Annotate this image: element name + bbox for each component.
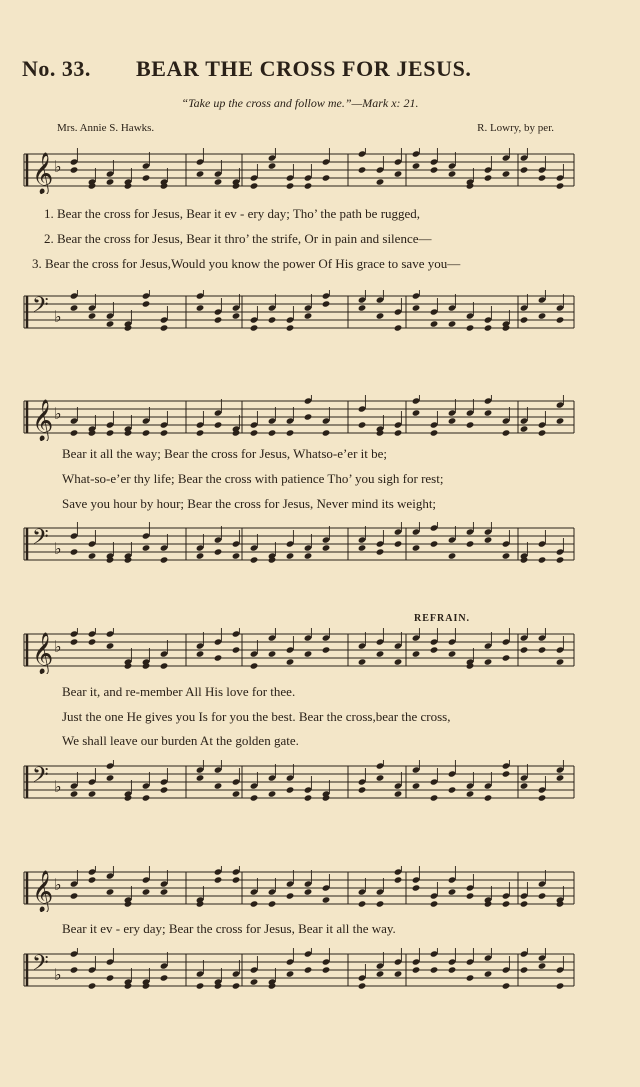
- lyric-line: What-so-e’er thy life; Bear the cross with patience Tho’ you sigh for rest;: [62, 471, 444, 486]
- treble-staff-system-4: [18, 866, 578, 912]
- flat-icon: ♭: [54, 777, 62, 796]
- bass-clef-icon: 𝄢: [32, 525, 49, 555]
- treble-clef-icon: 𝄞: [32, 400, 54, 441]
- treble-clef-icon: 𝄞: [32, 871, 54, 912]
- flat-icon: ♭: [54, 875, 62, 894]
- lyric-line: We shall leave our burden At the golden gate.: [62, 733, 299, 748]
- lyric-line: 2. Bear the cross for Jesus, Bear it thro’ the strife, Or in pain and silence—: [44, 231, 432, 246]
- lyric-line: Bear it, and re-member All His love for thee.: [62, 684, 296, 699]
- refrain-label: REFRAIN.: [414, 613, 471, 624]
- lyric-line: Bear it ev - ery day; Bear the cross for Jesus, Bear it all the way.: [62, 921, 396, 936]
- staff-lines: [24, 401, 574, 433]
- hymn-number: No. 33.: [22, 56, 91, 81]
- treble-clef-icon: 𝄞: [32, 153, 54, 194]
- staff-lines: [24, 528, 574, 560]
- treble-staff-system-3: [18, 628, 578, 674]
- treble-staff-system-1: [18, 148, 578, 194]
- hymn-title: BEAR THE CROSS FOR JESUS.: [136, 56, 472, 81]
- lyric-line: Save you hour by hour; Bear the cross for Jesus, Never mind its weight;: [62, 496, 437, 511]
- treble-staff-system-2: [18, 395, 578, 441]
- flat-icon: ♭: [54, 637, 62, 656]
- bass-staff-system-2: [18, 522, 578, 568]
- author-credit: Mrs. Annie S. Hawks.: [57, 122, 155, 134]
- bass-clef-icon: 𝄢: [32, 951, 49, 981]
- bass-staff-system-3: [18, 760, 578, 806]
- lyric-line: 3. Bear the cross for Jesus,Would you know the power Of His grace to save you—: [32, 256, 461, 271]
- flat-icon: ♭: [54, 157, 62, 176]
- bass-staff-system-4: [18, 948, 578, 994]
- flat-icon: ♭: [54, 965, 62, 984]
- lyric-line: Just the one He gives you Is for you the best. Bear the cross,bear the cross,: [62, 709, 451, 724]
- title-row: [22, 56, 622, 90]
- composer-credit: R. Lowry, by per.: [477, 122, 554, 134]
- bass-clef-icon: 𝄢: [32, 293, 49, 323]
- flat-icon: ♭: [54, 539, 62, 558]
- bass-staff-system-1: [18, 290, 578, 336]
- treble-clef-icon: 𝄞: [32, 633, 54, 674]
- flat-icon: ♭: [54, 404, 62, 423]
- epigraph: “Take up the cross and follow me.”—Mark x: 21.: [181, 96, 419, 110]
- bass-clef-icon: 𝄢: [32, 763, 49, 793]
- lyric-line: 1. Bear the cross for Jesus, Bear it ev - ery day; Tho’ the path be rugged,: [44, 206, 421, 221]
- staff-lines: [24, 954, 574, 986]
- flat-icon: ♭: [54, 307, 62, 326]
- lyric-line: Bear it all the way; Bear the cross for Jesus, Whatso-e’er it be;: [62, 446, 388, 461]
